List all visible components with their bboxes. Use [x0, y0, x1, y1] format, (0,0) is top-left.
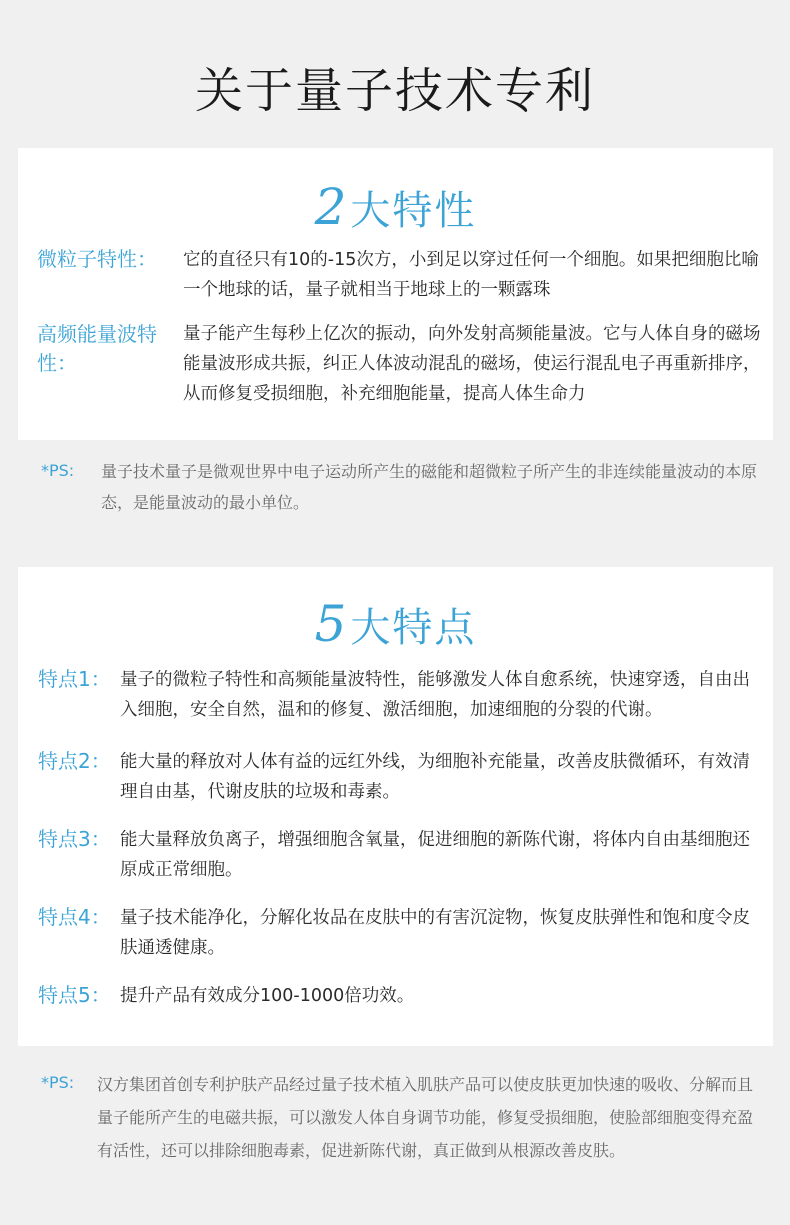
heading-text: 大特性: [350, 188, 477, 234]
heading-number: 2: [314, 178, 349, 236]
features-card: [18, 567, 773, 1046]
feature-label: 特点2：: [38, 749, 111, 773]
feature-label: 特点4：: [38, 905, 111, 929]
characteristic-label: 高频能量波特性：: [37, 322, 157, 375]
characteristic-text: 它的直径只有10的-15次方，小到足以穿过任何一个细胞。如果把细胞比喻一个地球的话，量子就相当于地球上的一颗露珠: [183, 250, 759, 300]
feature-text: 能大量的释放对人体有益的远红外线，为细胞补充能量，改善皮肤微循环，有效清理自由基，代谢皮肤的垃圾和毒素。: [120, 752, 750, 802]
ps-tag: *PS:: [41, 1073, 75, 1092]
feature-label: 特点1：: [38, 667, 111, 691]
features-heading: [18, 595, 773, 653]
heading-number: 5: [314, 595, 349, 653]
feature-label: 特点3：: [38, 827, 111, 851]
heading-text: 大特点: [350, 605, 477, 651]
feature-text: 量子的微粒子特性和高频能量波特性，能够激发人体自愈系统，快速穿透，自由出入细胞，安全自然，温和的修复、激活细胞，加速细胞的分裂的代谢。: [120, 670, 750, 720]
ps-text: 汉方集团首创专利护肤产品经过量子技术植入肌肤产品可以使皮肤更加快速的吸收、分解而且量子能所产生的电磁共振，可以激发人体自身调节功能，修复受损细胞，使脸部细胞变得充盈有活性，还可以排除细胞毒素，促进新陈代谢，真正做到从根源改善皮肤。: [97, 1075, 754, 1160]
characteristic-text: 量子能产生每秒上亿次的振动，向外发射高频能量波。它与人体自身的磁场能量波形成共振，纠正人体波动混乱的磁场，使运行混乱电子再重新排序，从而修复受损细胞，补充细胞能量，提高人体生命力: [183, 324, 761, 404]
page-title: 关于量子技术专利: [194, 63, 595, 119]
feature-label: 特点5：: [38, 983, 111, 1007]
characteristics-heading: [18, 178, 773, 236]
ps-text: 量子技术量子是微观世界中电子运动所产生的磁能和超微粒子所产生的非连续能量波动的本原态，是能量波动的最小单位。: [101, 462, 758, 512]
ps-tag: *PS:: [41, 461, 75, 480]
feature-text: 能大量释放负离子，增强细胞含氧量，促进细胞的新陈代谢，将体内自由基细胞还原成正常细胞。: [120, 830, 750, 880]
feature-text: 量子技术能净化，分解化妆品在皮肤中的有害沉淀物，恢复皮肤弹性和饱和度令皮肤通透健康。: [120, 908, 750, 958]
feature-text: 提升产品有效成分100-1000倍功效。: [120, 986, 415, 1006]
characteristic-label: 微粒子特性：: [37, 247, 157, 271]
characteristics-card: [18, 148, 773, 440]
